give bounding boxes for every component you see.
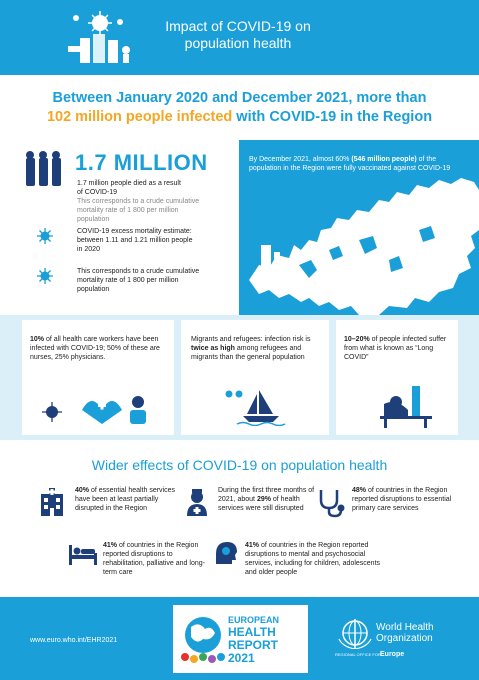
headline xyxy=(20,89,459,127)
wider-item-2-bold: 29% xyxy=(256,496,271,503)
hospital-icon xyxy=(38,488,66,516)
vaccination-text-bold: (546 million people) xyxy=(351,156,417,163)
who-name xyxy=(376,622,434,644)
virus-icon xyxy=(37,228,53,244)
page-title: Impact of COVID-19 on population health xyxy=(165,18,311,51)
health-workers-bold: 10% xyxy=(30,336,45,343)
wider-item-2 xyxy=(218,486,318,513)
deaths-subtext: This corresponds to a crude cumulative mortality rate of 1 800 per million population xyxy=(77,198,200,223)
who-line-2: Organization xyxy=(376,633,433,644)
vaccination-text-post: of the population in the Region were fully vaccinated against COVID-19 xyxy=(249,156,451,172)
european-health-report-logo xyxy=(173,605,308,673)
who-region-label: Europe xyxy=(380,651,405,658)
long-covid-bold: 10–20% xyxy=(344,336,370,343)
header-banner xyxy=(0,0,479,75)
europe-map-icon xyxy=(239,170,479,315)
wider-item-5 xyxy=(245,541,380,577)
stethoscope-icon xyxy=(315,488,345,518)
report-globe-icon xyxy=(179,613,227,668)
coffins-icon xyxy=(22,150,67,190)
who-emblem-icon xyxy=(338,619,372,649)
mental-health-head-icon xyxy=(212,540,238,566)
report-line-2: HEALTH xyxy=(228,625,276,639)
report-year: 2021 xyxy=(228,651,255,665)
card-migrants xyxy=(181,320,329,435)
wider-item-4-text: of countries in the Region reported disruptions to rehabilitation, palliative and long-term care xyxy=(103,542,205,576)
excess-mortality-text: COVID-19 excess mortality estimate: between 1.11 and 1.21 million people in 2020 xyxy=(77,228,193,253)
footer xyxy=(0,597,479,680)
boat-virus-icon xyxy=(221,386,291,426)
deaths-big-number: 1.7 MILLION xyxy=(75,150,208,175)
deaths-text: 1.7 million people died as a result of COVID-19 xyxy=(77,180,181,196)
report-line-1: EUROPEAN xyxy=(228,615,280,625)
wider-item-2-pre: During the first three months of 2021, about xyxy=(218,487,315,503)
wider-item-4 xyxy=(103,541,208,577)
headline-line1: Between January 2020 and December 2021, more than xyxy=(52,90,427,106)
health-workers-rest: of all health care workers have been infected with COVID-19; 50% of these are nurses, 25% physicians. xyxy=(30,336,160,361)
who-line-1: World Health xyxy=(376,622,434,633)
virus-icon xyxy=(37,268,53,284)
long-covid-text xyxy=(344,335,452,362)
long-covid-rest: of people infected suffer from what is known as “Long COVID” xyxy=(344,336,447,361)
wider-item-3-text: of countries in the Region reported disruptions to essential primary care services xyxy=(352,487,452,512)
tired-person-desk-icon xyxy=(378,384,434,428)
wider-item-3-bold: 48% xyxy=(352,487,367,494)
headline-highlight: 102 million people infected xyxy=(46,109,233,125)
vaccination-text-pre: By December 2021, almost 60% xyxy=(249,156,352,163)
report-line-3: REPORT xyxy=(228,638,279,652)
wider-item-1-text: of essential health services have been at least partially disrupted in the Region xyxy=(75,487,176,512)
wider-item-3 xyxy=(352,486,462,513)
footer-url-link[interactable]: www.euro.who.int/EHR2021 xyxy=(30,637,118,644)
wider-item-2-post: of health services were still disrupted xyxy=(218,496,304,512)
headline-line2: with COVID-19 in the Region xyxy=(232,109,433,125)
migrants-text xyxy=(191,335,321,362)
card-long-covid xyxy=(336,320,458,435)
migrants-bold: twice as high xyxy=(191,345,235,352)
crude-mortality-text: This corresponds to a crude cumulative mortality rate of 1 800 per million population xyxy=(77,268,200,293)
migrants-post: among refugees and migrants than the general population xyxy=(191,345,305,361)
who-regional-office-label: REGIONAL OFFICE FOR xyxy=(335,652,381,657)
migrants-pre: Migrants and refugees: infection risk is xyxy=(191,336,311,343)
vaccination-map-panel xyxy=(239,140,479,315)
virus-people-illustration-icon xyxy=(60,8,140,68)
wider-item-5-text: of countries in the Region reported disruptions to mental and psychosocial services, including for children, adolescents and older people xyxy=(245,542,381,576)
nurse-icon xyxy=(185,488,209,516)
wider-effects-title: Wider effects of COVID-19 on population health xyxy=(91,457,388,473)
health-workers-icon xyxy=(42,390,152,426)
wider-item-4-bold: 41% xyxy=(103,542,118,549)
card-health-workers xyxy=(22,320,174,435)
health-workers-text xyxy=(30,335,168,362)
hospital-bed-icon xyxy=(68,543,98,565)
vaccination-text xyxy=(249,155,464,173)
wider-item-5-bold: 41% xyxy=(245,542,260,549)
wider-item-1-bold: 40% xyxy=(75,487,90,494)
wider-item-1 xyxy=(75,486,175,513)
